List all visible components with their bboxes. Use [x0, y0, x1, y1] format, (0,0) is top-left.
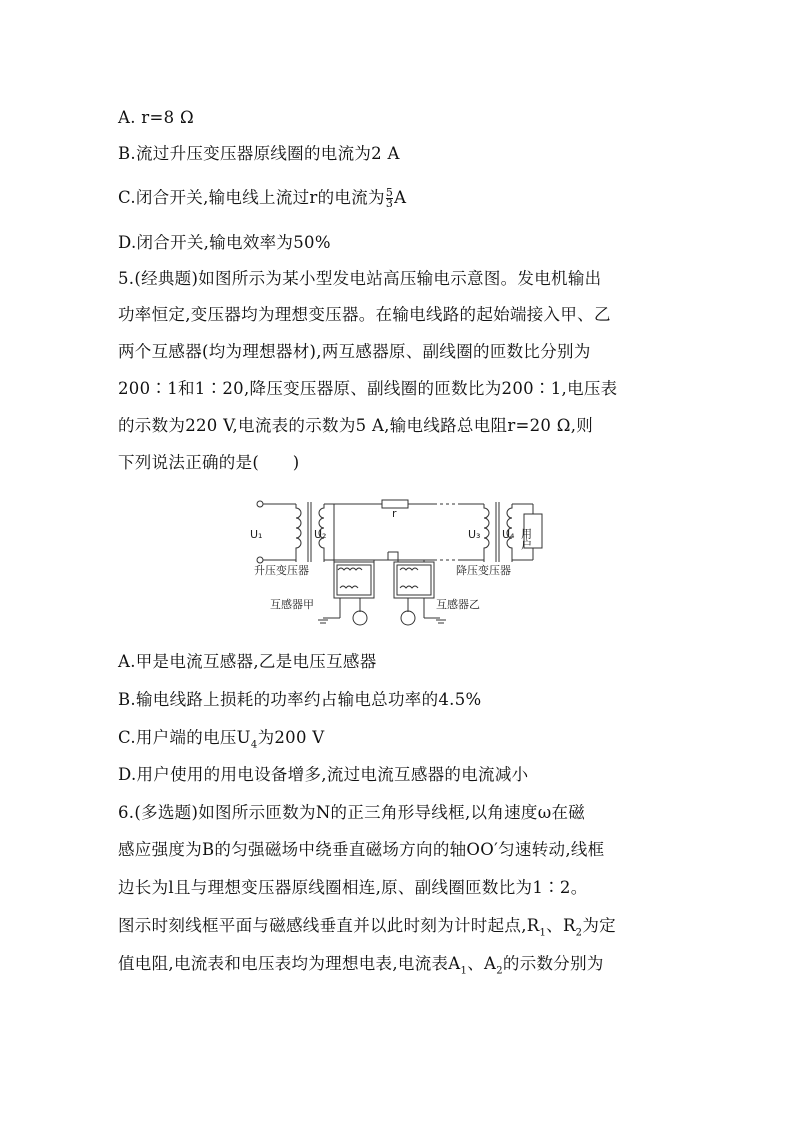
- q5-line-6: 下列说法正确的是( ): [118, 453, 300, 472]
- q5-option-c-text: C.用户端的电压U: [118, 728, 251, 747]
- q6-l5-text: 的示数分别为: [502, 954, 604, 973]
- q4-option-b: B.流过升压变压器原线圈的电流为2 A: [118, 144, 400, 163]
- subscript: 2: [496, 965, 503, 977]
- terminal: [257, 557, 263, 563]
- label-user: 用户: [519, 528, 533, 550]
- q6-l5-text: 值电阻,电流表和电压表均为理想电表,电流表A: [118, 954, 461, 973]
- label-u2: U₂: [314, 528, 327, 541]
- circuit-figure: [248, 496, 548, 636]
- fraction-denominator: 3: [385, 197, 394, 210]
- q5-line-5: 的示数为220 V,电流表的示数为5 A,输电线路总电阻r=20 Ω,则: [118, 416, 594, 435]
- label-mutual-a: 互感器甲: [270, 598, 314, 611]
- step-down-primary-coil: [484, 504, 489, 562]
- q6-line-5: [118, 952, 604, 983]
- fraction: [386, 188, 393, 209]
- label-u4: U₄: [502, 528, 515, 541]
- mutual-transformer-b-box: [394, 562, 434, 598]
- subscript: 1: [539, 927, 547, 939]
- q6-l4-text: 为定: [582, 916, 616, 935]
- subscript: 2: [575, 927, 583, 939]
- q5-option-b: B.输电线路上损耗的功率约占输电总功率的4.5%: [118, 690, 482, 709]
- label-mutual-b: 互感器乙: [436, 598, 480, 611]
- fraction-unit: A: [394, 188, 407, 207]
- q5-line-1: 5.(经典题)如图所示为某小型发电站高压输电示意图。发电机输出: [118, 269, 602, 288]
- q6-line-2: 感应强度为B的匀强磁场中绕垂直磁场方向的轴OO′匀速转动,线框: [118, 840, 605, 859]
- q5-line-4: 200∶1和1∶20,降压变压器原、副线圈的匝数比为200∶1,电压表: [118, 379, 618, 398]
- q5-option-c: [118, 726, 325, 757]
- q5-option-a: A.甲是电流互感器,乙是电压互感器: [118, 652, 377, 671]
- label-u1: U₁: [250, 528, 263, 541]
- label-r: r: [392, 507, 397, 520]
- subscript: 1: [460, 965, 468, 977]
- q5-option-c-rest: 为200 V: [257, 728, 325, 747]
- q6-l4-text: 、R: [546, 916, 576, 935]
- meter-a: [353, 611, 367, 625]
- q6-line-4: [118, 914, 616, 945]
- subscript: 4: [250, 739, 258, 751]
- q4-option-d: D.闭合开关,输电效率为50%: [118, 233, 331, 252]
- q6-l4-text: 图示时刻线框平面与磁感线垂直并以此时刻为计时起点,R: [118, 916, 540, 935]
- meter-b: [401, 611, 415, 625]
- q4-option-c-text: C.闭合开关,输电线上流过r的电流为: [118, 188, 385, 207]
- q6-l5-text: 、A: [467, 954, 497, 973]
- q6-line-1: 6.(多选题)如图所示匝数为N的正三角形导线框,以角速度ω在磁: [118, 803, 586, 822]
- q5-line-3: 两个互感器(均为理想器材),两互感器原、副线圈的匝数比分别为: [118, 342, 591, 361]
- step-up-primary-coil: [296, 504, 301, 562]
- terminal: [257, 501, 263, 507]
- q4-option-a: A. r=8 Ω: [118, 108, 194, 127]
- label-step-down: 降压变压器: [456, 564, 511, 577]
- label-step-up: 升压变压器: [254, 564, 309, 577]
- q5-line-2: 功率恒定,变压器均为理想变压器。在输电线路的起始端接入甲、乙: [118, 305, 611, 324]
- fraction-numerator: 5: [385, 186, 394, 199]
- label-u3: U₃: [468, 528, 481, 541]
- q4-option-c: [118, 186, 406, 210]
- mutual-transformer-a-box: [334, 562, 374, 598]
- q5-option-d: D.用户使用的用电设备增多,流过电流互感器的电流减小: [118, 765, 529, 784]
- q6-line-3: 边长为l且与理想变压器原线圈相连,原、副线圈匝数比为1∶2。: [118, 878, 588, 897]
